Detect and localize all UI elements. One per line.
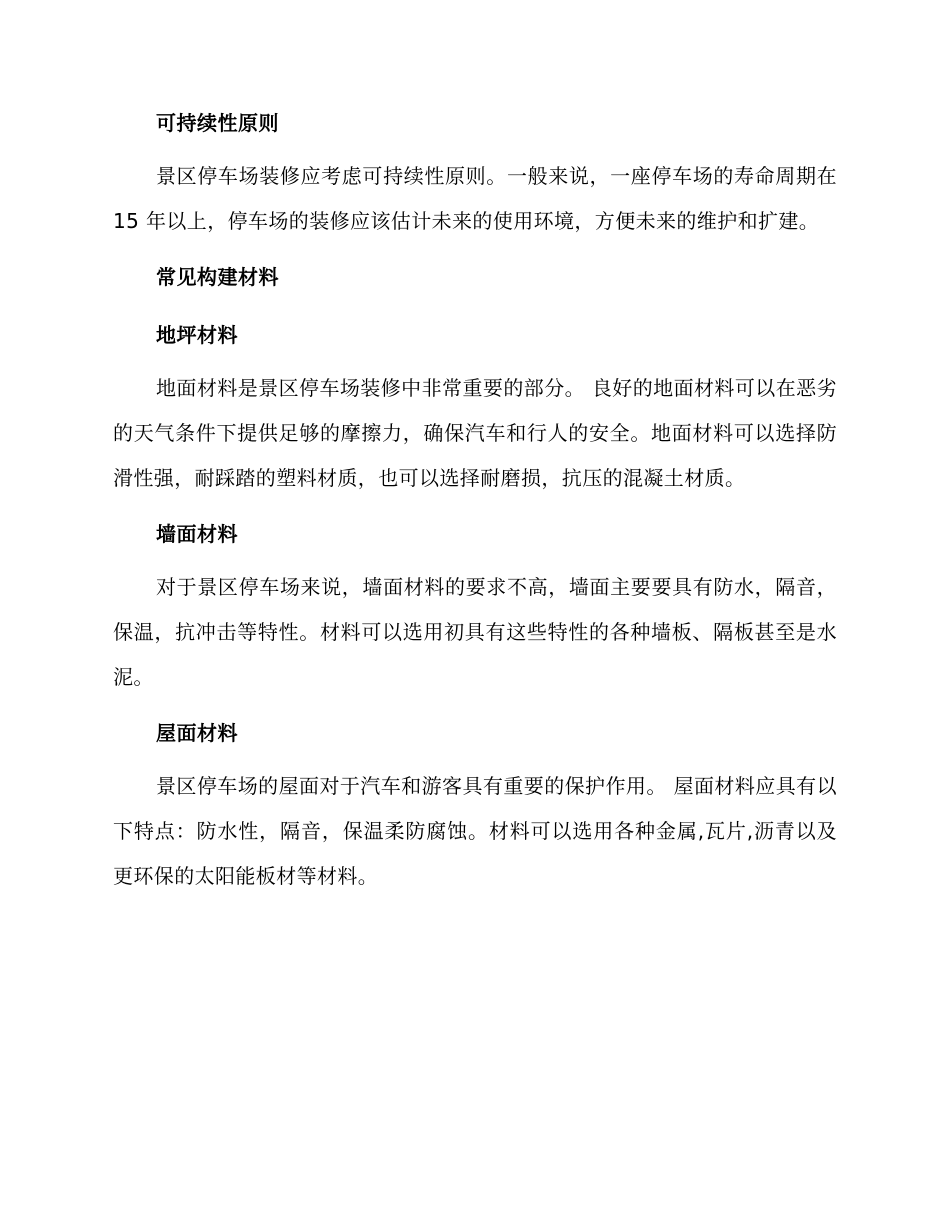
heading-roof-materials: 屋面材料 <box>156 721 238 745</box>
heading-sustainability: 可持续性原则 <box>156 111 279 135</box>
paragraph-roof-materials: 景区停车场的屋面对于汽车和游客具有重要的保护作用。 屋面材料应具有以下特点：防水性，隔音，保温柔防腐蚀。材料可以选用各种金属,瓦片,沥青以及更环保的太阳能板材等材料。 <box>113 774 837 888</box>
paragraph-sustainability: 景区停车场装修应考虑可持续性原则。一般来说，一座停车场的寿命周期在 15 年以上，停车场的装修应该估计未来的使用环境，方便未来的维护和扩建。 <box>113 164 837 233</box>
heading-floor-materials: 地坪材料 <box>156 323 238 347</box>
document-page <box>113 108 837 899</box>
heading-common-materials: 常见构建材料 <box>156 265 279 289</box>
paragraph-floor-materials: 地面材料是景区停车场装修中非常重要的部分。 良好的地面材料可以在恶劣的天气条件下提供足够的摩擦力，确保汽车和行人的安全。地面材料可以选择防滑性强，耐踩踏的塑料材质，也可以选择耐磨损，抗压的混凝土材质。 <box>113 376 837 490</box>
heading-wall-materials: 墙面材料 <box>156 522 238 546</box>
paragraph-wall-materials: 对于景区停车场来说，墙面材料的要求不高，墙面主要要具有防水，隔音，保温，抗冲击等特性。材料可以选用初具有这些特性的各种墙板、隔板甚至是水泥。 <box>113 575 837 689</box>
